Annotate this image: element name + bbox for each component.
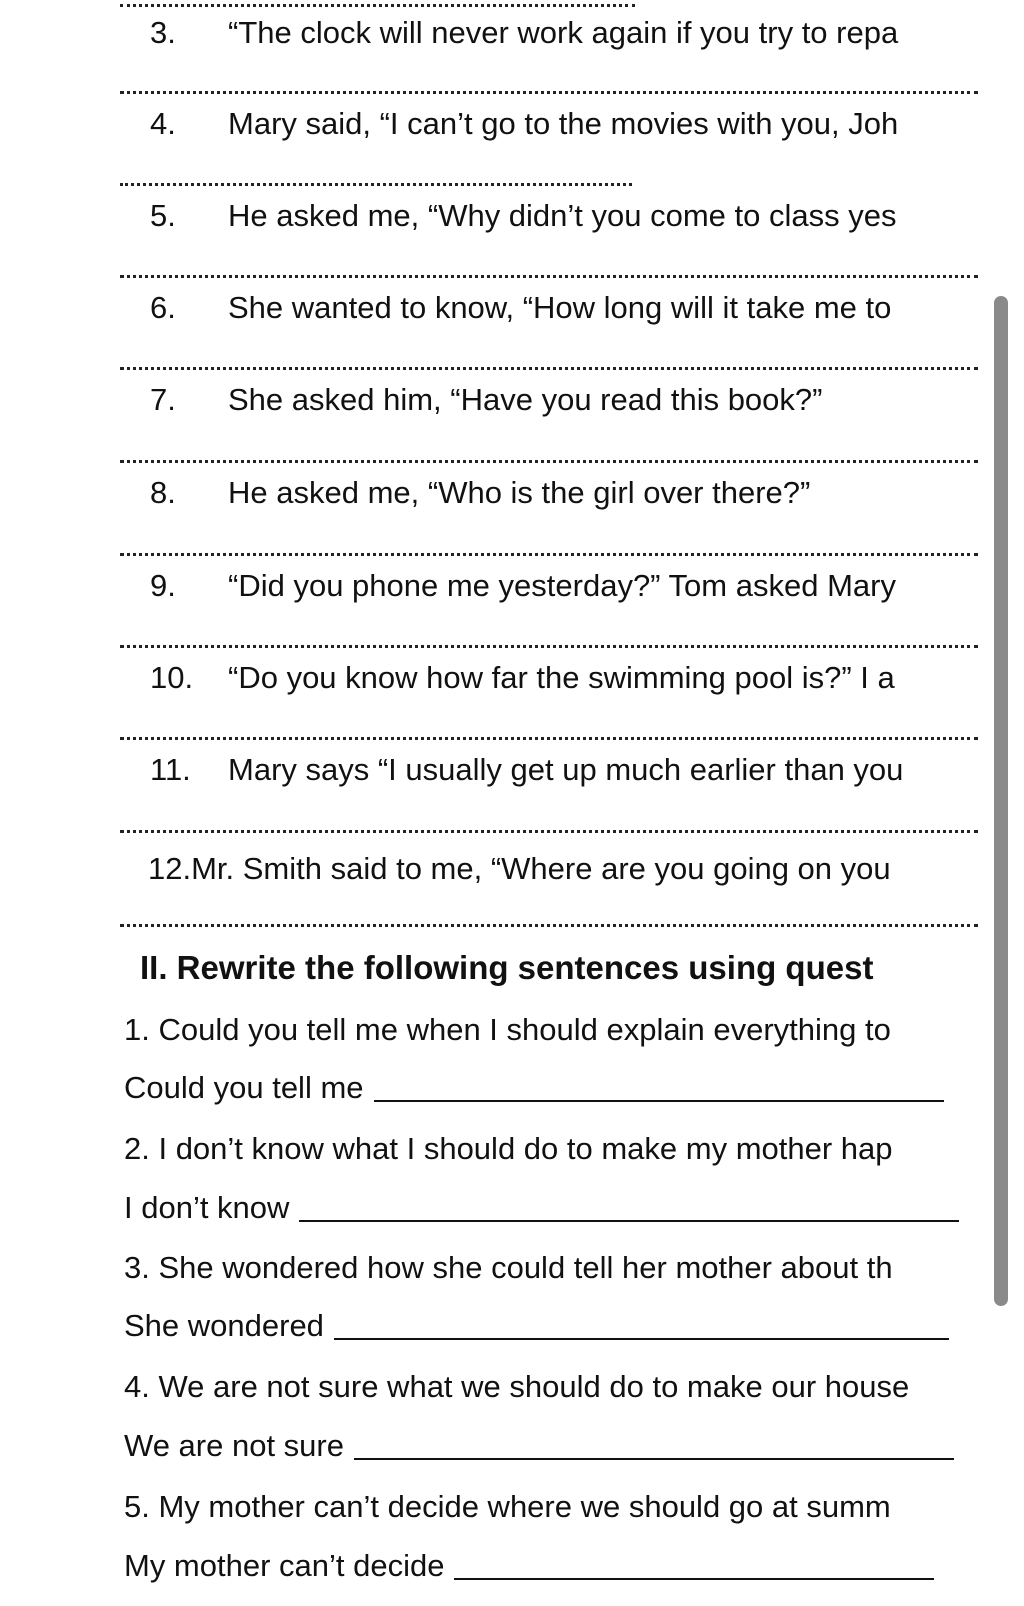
item-number: 9.: [150, 568, 176, 603]
answer-start: We are not sure: [124, 1428, 344, 1463]
dotted-answer-line: [120, 924, 978, 927]
answer-start: My mother can’t decide: [124, 1548, 445, 1583]
answer-blank[interactable]: [354, 1458, 954, 1460]
question-line: 5. My mother can’t decide where we should go at summ: [124, 1489, 891, 1524]
answer-row: [124, 1548, 934, 1584]
dotted-answer-line: [120, 367, 978, 370]
question-line: 4. We are not sure what we should do to make our house: [124, 1369, 910, 1404]
item-text: He asked me, “Who is the girl over there?”: [228, 475, 811, 510]
section-heading: II. Rewrite the following sentences using quest: [140, 949, 874, 986]
item-text: “The clock will never work again if you try to repa: [228, 15, 899, 50]
item-number: 4.: [150, 106, 176, 141]
answer-row: [124, 1070, 944, 1106]
dotted-answer-line: [120, 553, 978, 556]
item-number: 8.: [150, 475, 176, 510]
answer-start: I don’t know: [124, 1190, 290, 1225]
item-text: “Did you phone me yesterday?” Tom asked Mary: [228, 568, 896, 603]
dotted-answer-line: [120, 0, 635, 7]
item-text: 12.Mr. Smith said to me, “Where are you going on you: [148, 851, 891, 886]
dotted-answer-line: [120, 737, 978, 740]
answer-row: [124, 1308, 949, 1344]
item-text: She asked him, “Have you read this book?”: [228, 382, 823, 417]
item-number: 10.: [150, 660, 194, 695]
item-number: 7.: [150, 382, 176, 417]
scrollbar-thumb[interactable]: [994, 296, 1008, 1306]
answer-blank[interactable]: [334, 1338, 949, 1340]
dotted-answer-line: [120, 830, 978, 833]
item-number: 5.: [150, 198, 176, 233]
question-line: 2. I don’t know what I should do to make my mother hap: [124, 1131, 893, 1166]
item-text: He asked me, “Why didn’t you come to class yes: [228, 198, 897, 233]
item-number: 3.: [150, 15, 176, 50]
item-text: Mary said, “I can’t go to the movies with you, Joh: [228, 106, 899, 141]
item-text: “Do you know how far the swimming pool is?” I a: [228, 660, 895, 695]
answer-start: She wondered: [124, 1308, 324, 1343]
dotted-answer-line: [120, 275, 978, 278]
dotted-answer-line: [120, 91, 978, 94]
dotted-answer-line: [120, 460, 978, 463]
answer-blank[interactable]: [454, 1578, 934, 1580]
dotted-answer-line: [120, 183, 632, 186]
question-line: 3. She wondered how she could tell her mother about th: [124, 1250, 893, 1285]
item-text: She wanted to know, “How long will it take me to: [228, 290, 892, 325]
answer-row: [124, 1190, 959, 1226]
dotted-answer-line: [120, 645, 978, 648]
item-number: 11.: [150, 752, 191, 787]
answer-blank[interactable]: [299, 1220, 959, 1222]
item-number: 6.: [150, 290, 176, 325]
item-text: Mary says “I usually get up much earlier than you: [228, 752, 904, 787]
answer-row: [124, 1428, 954, 1464]
answer-start: Could you tell me: [124, 1070, 364, 1105]
question-line: 1. Could you tell me when I should explain everything to: [124, 1012, 891, 1047]
answer-blank[interactable]: [374, 1100, 944, 1102]
